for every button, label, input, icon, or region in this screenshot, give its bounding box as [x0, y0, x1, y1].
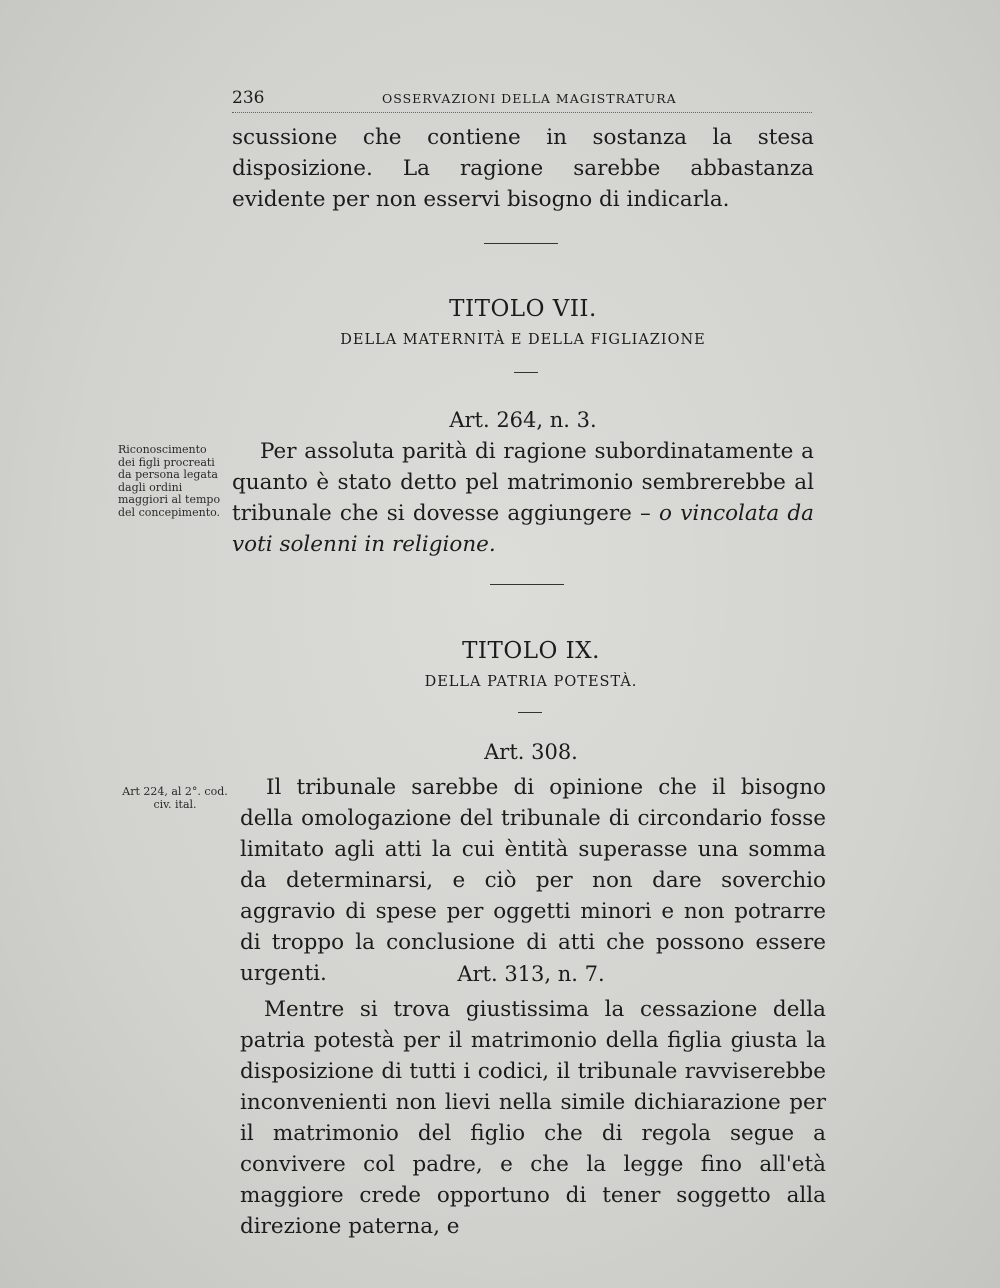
short-divider [514, 372, 538, 373]
section-divider [484, 243, 558, 244]
section-ix-subtitle: DELLA PATRIA POTESTÀ. [424, 674, 638, 690]
article-313-heading: Art. 313, n. 7. [457, 962, 605, 986]
running-title: OSSERVAZIONI DELLA MAGISTRATURA [382, 91, 677, 106]
section-vii-subtitle: DELLA MATERNITÀ E DELLA FIGLIAZIONE [340, 332, 706, 348]
section-vii-title: TITOLO VII. [449, 296, 597, 322]
margin-note-art-224: Art 224, al 2°. cod. civ. ital. [122, 785, 228, 811]
intro-paragraph: scussione che contiene in sostanza la stesa disposizione. La ragione sarebbe abbastanza evidente per non esservi bisogno di indicarla. [232, 125, 814, 212]
article-308-heading: Art. 308. [484, 740, 578, 764]
short-divider [518, 712, 542, 713]
page-number: 236 [232, 88, 265, 108]
article-264-text [232, 436, 814, 560]
section-divider [490, 584, 564, 585]
page-header [232, 88, 812, 113]
margin-note-riconoscimento: Riconoscimento dei figli procreati da persona legata dagli ordini maggiori al tempo del concepimento. [118, 443, 221, 519]
article-264-text-italic: o vincolata da voti solenni in religione. [232, 501, 815, 557]
article-264-text-plain: Per assoluta parità di ragione subordinatamente a quanto è stato detto pel matrimonio sembrerebbe al tribunale che si dovesse aggiungere – [232, 439, 814, 526]
article-313-text: Mentre si trova giustissima la cessazione della patria potestà per il matrimonio della figlia giusta la disposizione di tutti i codici, il tribunale ravviserebbe inconvenienti non lievi nella simile dichiarazione per il matrimonio del figlio che di regola segue a convivere col padre, e che la legge fino all'età maggiore crede opportuno di tener soggetto alla direzione paterna, e [240, 997, 826, 1239]
article-308-text: Il tribunale sarebbe di opinione che il bisogno della omologazione del tribunale di circondario fosse limitato agli atti la cui èntità superasse una somma da determinarsi, e ciò per non dare soverchio aggravio di spese per oggetti minori e non potrarre di troppo la conclusione di atti che possono essere urgenti. [240, 775, 826, 986]
section-ix-title: TITOLO IX. [462, 638, 600, 664]
article-264-heading: Art. 264, n. 3. [449, 408, 597, 432]
